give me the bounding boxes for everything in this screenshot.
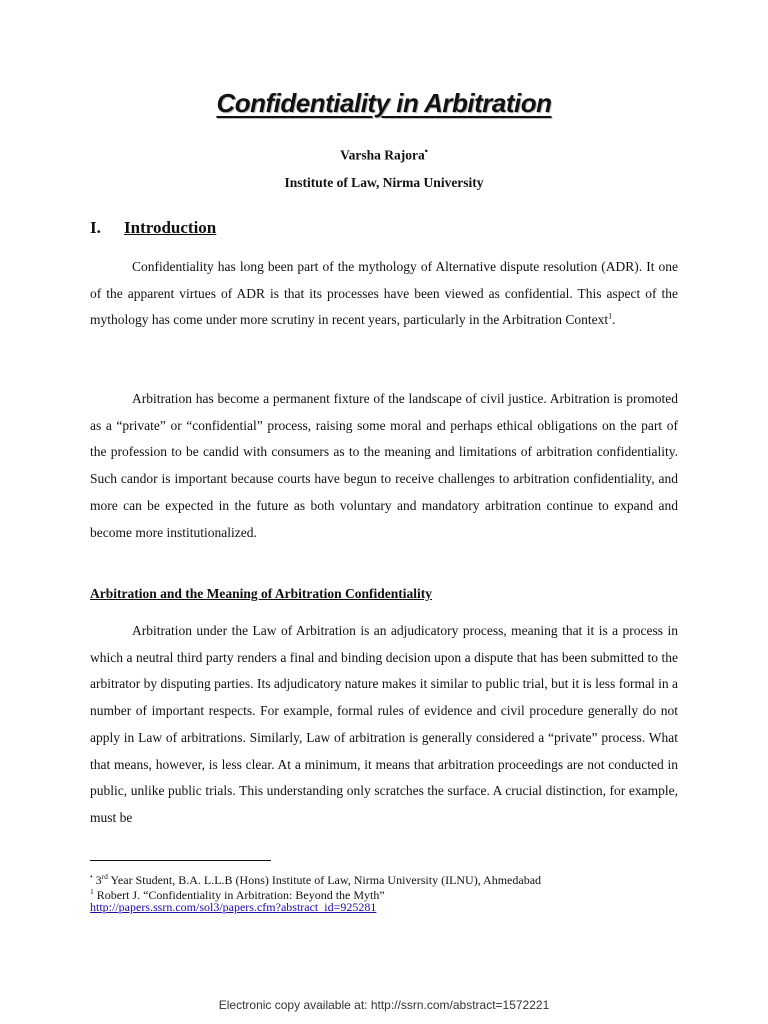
- author-affiliation: Institute of Law, Nirma University: [284, 175, 484, 190]
- paper-title: Confidentiality in Arbitration: [216, 88, 552, 118]
- footnote-1-marker: •: [90, 872, 93, 881]
- author-name: Varsha Rajora: [340, 147, 425, 163]
- author-line: [0, 146, 768, 164]
- subsection-heading: Arbitration and the Meaning of Arbitration Confidentiality: [90, 586, 433, 601]
- intro-paragraph-1-text: Confidentiality has long been part of the mythology of Alternative dispute resolution (ADR). It one of the apparent virtues of ADR is that its processes have been viewed as confidential. This aspect of the mythology has come under more scrutiny in recent years, particularly in the Arbitration Context: [90, 259, 678, 328]
- footnote-ref-1[interactable]: 1: [608, 311, 613, 321]
- section-heading: [90, 218, 216, 238]
- footnote-divider: [90, 860, 271, 861]
- intro-paragraph-2: Arbitration has become a permanent fixture of the landscape of civil justice. Arbitration is promoted as a “private” or “confidential” process, raising some moral and perhaps ethical obligations on the part of the profession to be candid with consumers as to the meaning and limitations of arbitration confidentiality. Such candor is important because courts have begun to receive challenges to arbitration confidentiality, and more can be expected in the future as both voluntary and mandatory arbitration continue to expand and become more institutionalized.: [90, 391, 678, 540]
- footnote-1-ordinal: 3: [95, 873, 102, 887]
- footnote-link[interactable]: http://papers.ssrn.com/sol3/papers.cfm?abstract_id=925281: [90, 900, 377, 914]
- footnote-link-line: [90, 900, 376, 915]
- footnote-1-text: Year Student, B.A. L.L.B (Hons) Institute of Law, Nirma University (ILNU), Ahmedabad: [107, 873, 542, 887]
- meaning-paragraph: Arbitration under the Law of Arbitration is an adjudicatory process, meaning that it is a process in which a neutral third party renders a final and binding decision upon a dispute that has been submitted to the arbitrator by disputing parties. Its adjudicatory nature makes it similar to public trial, but it is less formal in a number of important respects. For example, formal rules of evidence and civil procedure generally do not apply in Law of arbitrations. Similarly, Law of arbitration is generally considered a “private” process. What that means, however, is less clear. At a minimum, it means that arbitration proceedings are not conducted in public, unlike public trials. This understanding only scratches the surface. A crucial distinction, for example, must be: [90, 623, 678, 825]
- section-title: Introduction: [124, 218, 217, 237]
- footnote-1-ordinal-suffix: rd: [101, 872, 108, 881]
- section-number: I.: [90, 218, 101, 237]
- footnote-2-text: Robert J. “Confidentiality in Arbitration: Beyond the Myth”: [93, 888, 385, 902]
- intro-paragraph-1: [90, 254, 678, 334]
- page-footer: Electronic copy available at: http://ssrn.com/abstract=1572221: [218, 998, 550, 1012]
- author-footnote-marker: •: [424, 146, 428, 156]
- intro-paragraph-1-end: .: [612, 312, 616, 328]
- footnote-2-marker: 1: [90, 887, 94, 896]
